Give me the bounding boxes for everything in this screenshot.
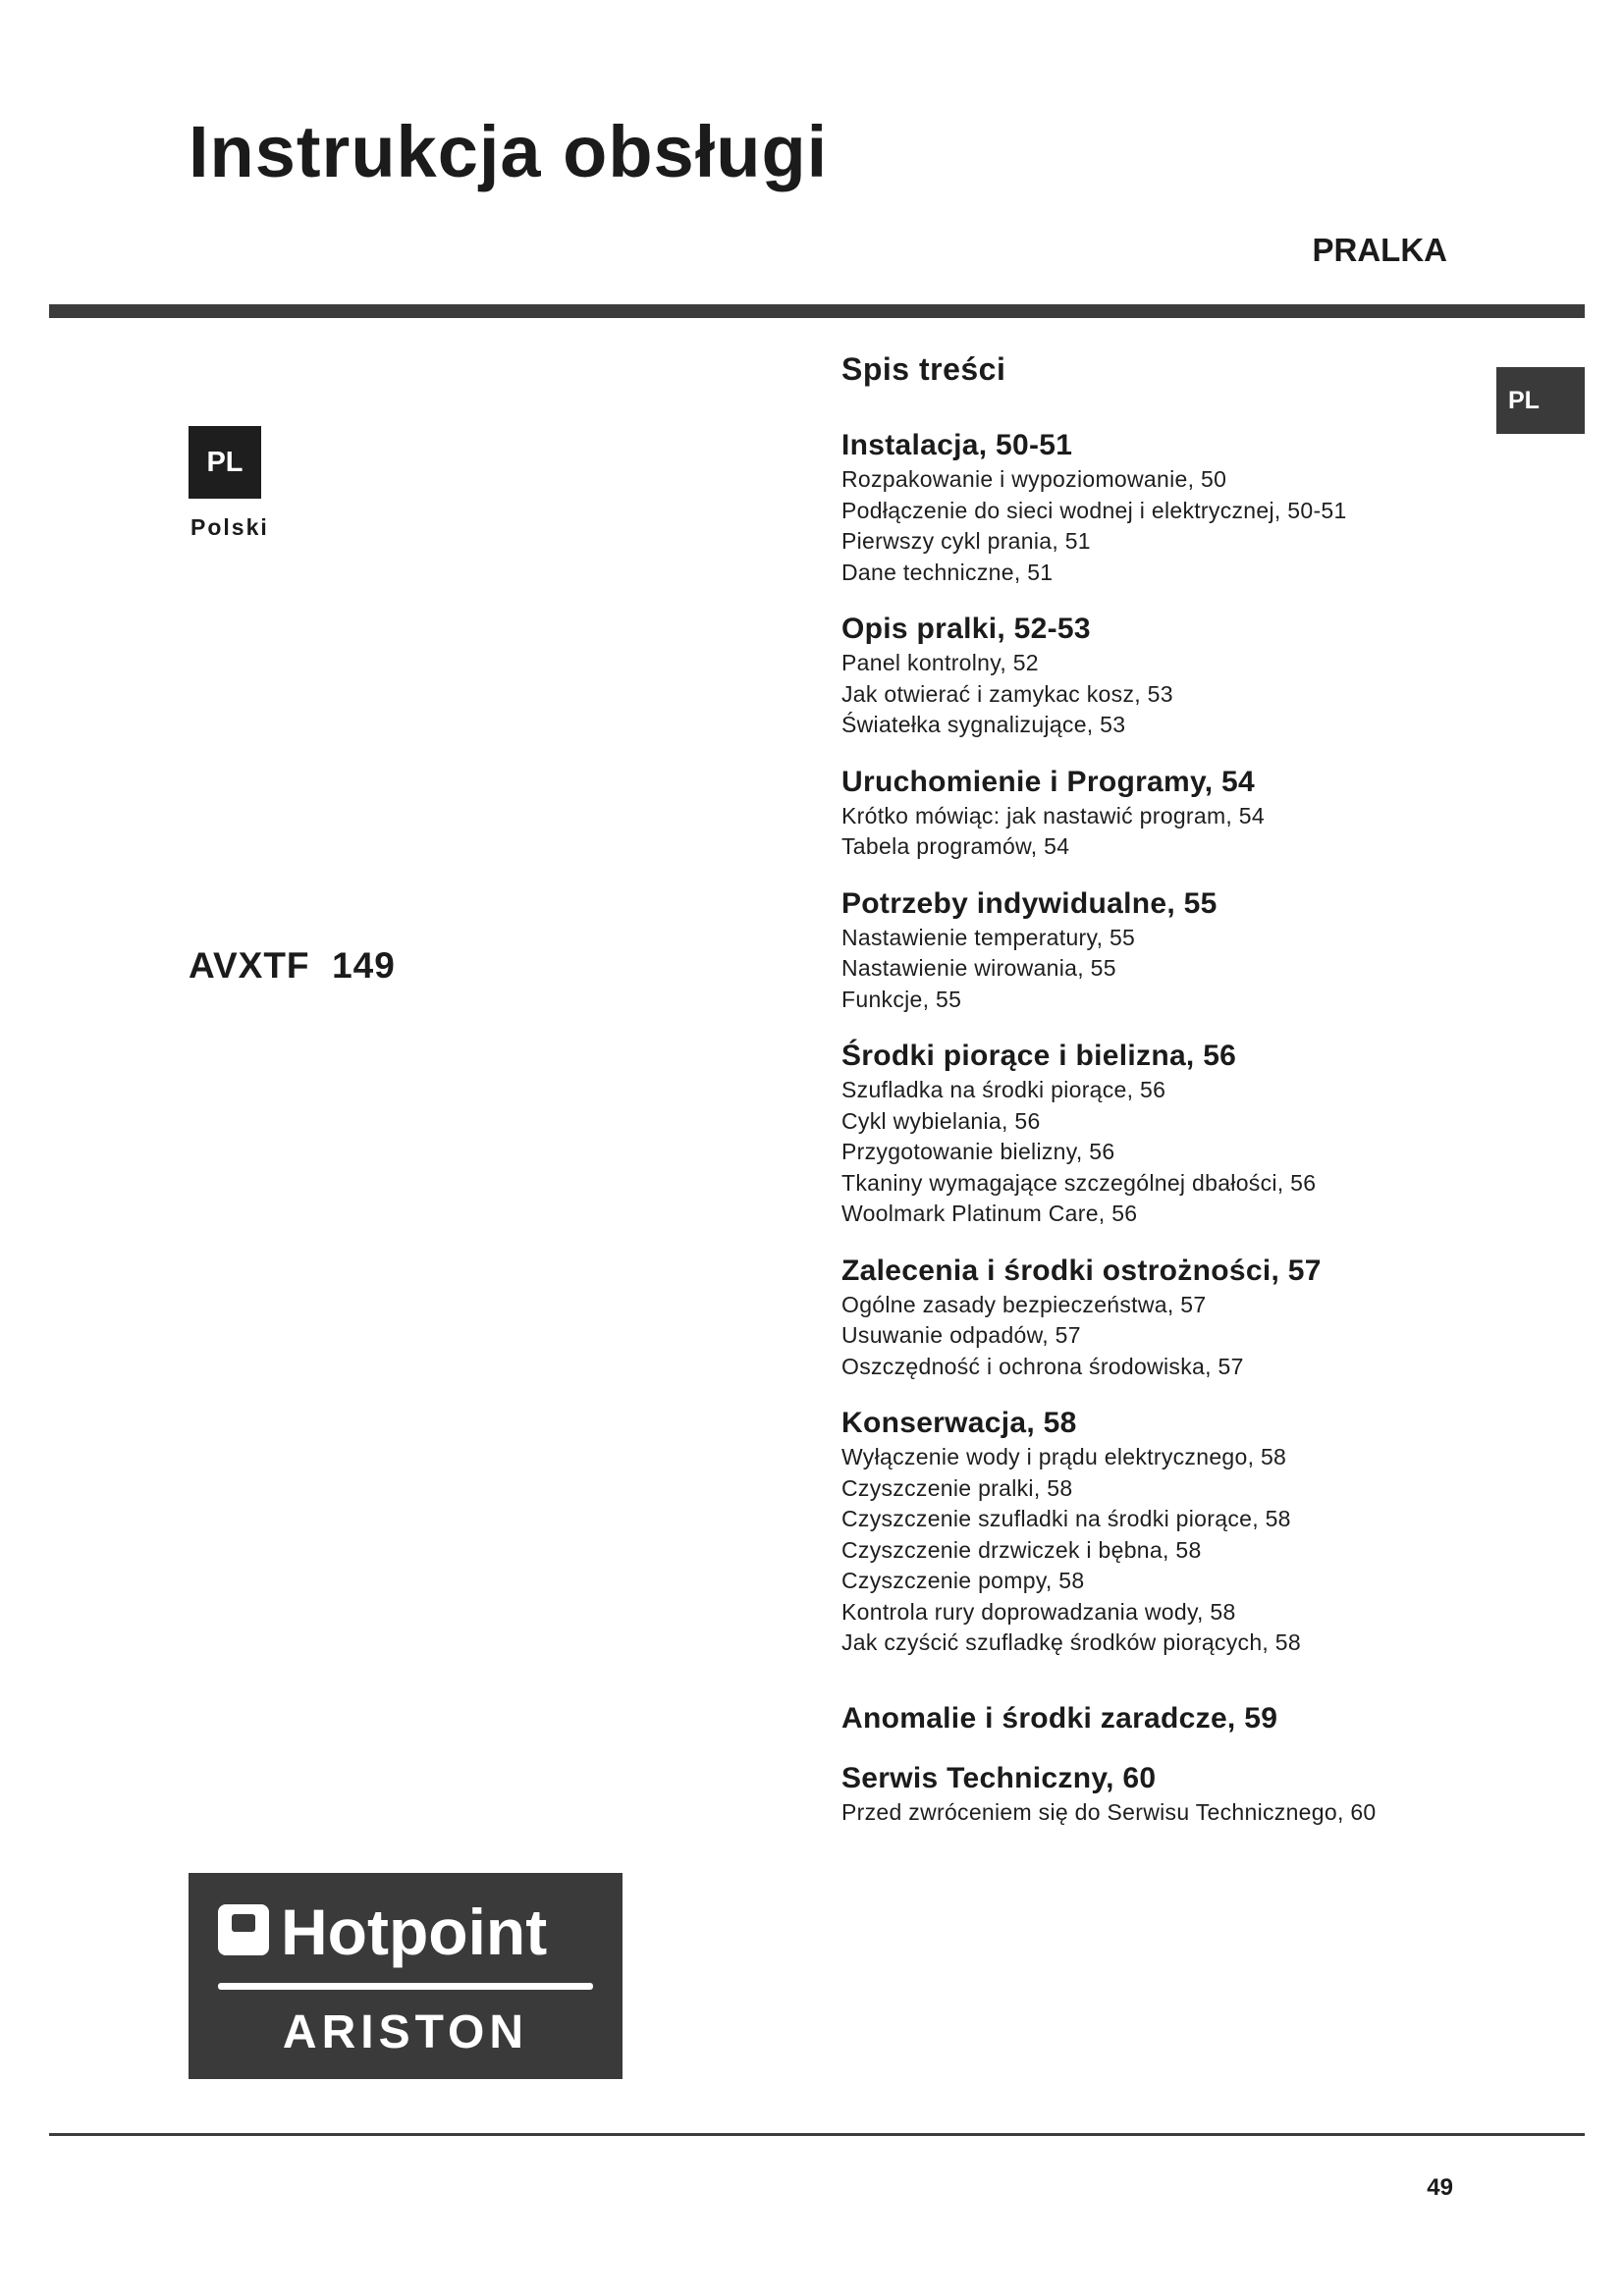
language-tab: PL	[1496, 367, 1585, 434]
toc-entry: Szufladka na środki piorące, 56	[841, 1077, 1166, 1102]
toc-entry: Cykl wybielania, 56	[841, 1107, 1041, 1134]
toc-entry: Wyłączenie wody i prądu elektrycznego, 58	[841, 1444, 1287, 1469]
header-divider	[49, 304, 1585, 318]
model-name: AVXTF 149	[189, 945, 396, 986]
toc-section-title: Opis pralki, 52-53	[841, 613, 1091, 645]
toc-entry: Światełka sygnalizujące, 53	[841, 712, 1126, 737]
toc-section-items	[841, 801, 1529, 863]
toc-entry: Usuwanie odpadów, 57	[841, 1322, 1081, 1348]
toc-entry: Podłączenie do sieci wodnej i elektrycznej, 50-51	[841, 497, 1347, 523]
toc-section-items	[841, 1442, 1529, 1659]
page-number: 49	[1427, 2174, 1453, 2201]
toc-section	[841, 611, 1529, 741]
toc-section-title: Instalacja, 50-51	[841, 429, 1073, 461]
toc-entry: Tkaniny wymagające szczególnej dbałości, 56	[841, 1169, 1317, 1196]
toc-sections	[841, 427, 1529, 1828]
toc-entry: Krótko mówiąc: jak nastawić program, 54	[841, 802, 1265, 828]
toc-entry: Tabela programów, 54	[841, 833, 1070, 859]
toc-section-title: Potrzeby indywidualne, 55	[841, 886, 1218, 920]
toc-entry: Czyszczenie drzwiczek i bębna, 58	[841, 1536, 1202, 1563]
toc-entry: Przygotowanie bielizny, 56	[841, 1139, 1115, 1164]
toc-section-items	[841, 464, 1529, 588]
toc-section	[841, 764, 1529, 863]
toc-entry: Pierwszy cykl prania, 51	[841, 528, 1091, 554]
toc-entry: Funkcje, 55	[841, 986, 962, 1012]
toc-section-items	[841, 923, 1529, 1016]
toc-section-items	[841, 648, 1529, 741]
logo-mark-icon	[218, 1904, 269, 1955]
brand-logo-graphic	[189, 1873, 623, 2079]
toc-section-title: Uruchomienie i Programy, 54	[841, 765, 1256, 798]
toc-entry: Kontrola rury doprowadzania wody, 58	[841, 1598, 1236, 1625]
language-name: Polski	[190, 514, 269, 540]
toc-section	[841, 427, 1529, 588]
toc-entry: Dane techniczne, 51	[841, 559, 1054, 585]
toc-entry: Nastawienie temperatury, 55	[841, 924, 1136, 950]
toc-section-items	[841, 1290, 1529, 1383]
document-title: Instrukcja obsługi	[189, 111, 829, 192]
toc-section-items	[841, 1797, 1529, 1829]
toc-entry: Czyszczenie pompy, 58	[841, 1568, 1085, 1593]
toc-heading: Spis treści	[841, 351, 1006, 387]
logo-text-ariston: ARISTON	[282, 2006, 529, 2058]
toc-entry: Ogólne zasady bezpieczeństwa, 57	[841, 1291, 1207, 1317]
toc-entry: Czyszczenie szufladki na środki piorące, 58	[841, 1506, 1291, 1531]
toc-entry: Panel kontrolny, 52	[841, 650, 1039, 675]
toc-section-title: Konserwacja, 58	[841, 1407, 1077, 1439]
toc-section-title: Środki piorące i bielizna, 56	[841, 1040, 1237, 1072]
toc-section-items	[841, 1075, 1529, 1230]
toc-section	[841, 1405, 1529, 1659]
toc-section-title: Serwis Techniczny, 60	[841, 1761, 1157, 1794]
table-of-contents	[841, 353, 1529, 1850]
footer-divider	[49, 2133, 1585, 2136]
toc-section	[841, 885, 1529, 1016]
toc-entry: Czyszczenie pralki, 58	[841, 1474, 1073, 1501]
toc-entry: Jak otwierać i zamykac kosz, 53	[841, 680, 1173, 707]
toc-section-title: Anomalie i środki zaradcze, 59	[841, 1701, 1278, 1735]
toc-section-title: Zalecenia i środki ostrożności, 57	[841, 1254, 1322, 1287]
toc-section	[841, 1700, 1529, 1737]
toc-entry: Nastawienie wirowania, 55	[841, 955, 1116, 981]
toc-entry: Przed zwróceniem się do Serwisu Technicznego, 60	[841, 1798, 1377, 1825]
product-type: PRALKA	[1312, 232, 1447, 268]
logo-text-hotpoint: Hotpoint	[281, 1896, 548, 1968]
hotpoint-ariston-logo	[189, 1873, 623, 2079]
language-badge: PL	[189, 426, 261, 499]
toc-entry: Oszczędność i ochrona środowiska, 57	[841, 1353, 1244, 1379]
toc-section	[841, 1253, 1529, 1383]
logo-divider	[218, 1983, 593, 1990]
toc-section	[841, 1038, 1529, 1230]
toc-section	[841, 1760, 1529, 1829]
toc-entry: Woolmark Platinum Care, 56	[841, 1201, 1138, 1226]
toc-entry: Jak czyścić szufladkę środków piorących, 58	[841, 1629, 1301, 1655]
toc-entry: Rozpakowanie i wypoziomowanie, 50	[841, 466, 1227, 492]
